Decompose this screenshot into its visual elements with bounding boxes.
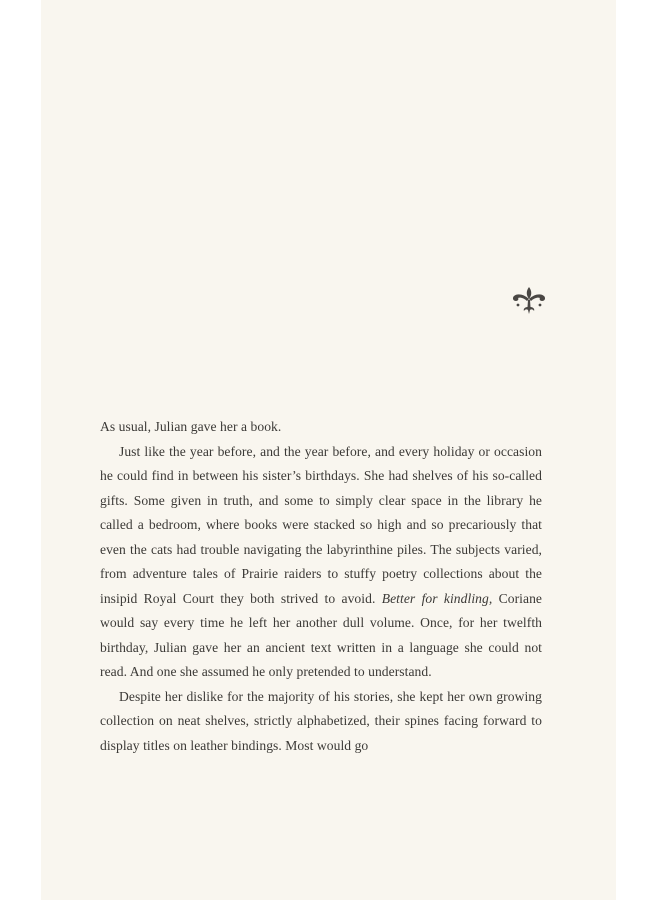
body-text [100, 415, 542, 758]
paragraph-2-text-b: Coriane would say every time he left her another dull volume. Once, for her twelfth birthday, Julian gave her an ancient text written in a language she could not read. And one she assumed he only pretended to understand. [100, 590, 542, 679]
paragraph-1 [100, 415, 542, 440]
italic-phrase: Better for kindling, [381, 590, 493, 606]
paragraph-1-text: As usual, Julian gave her a book. [100, 419, 282, 434]
paragraph-3-text: Despite her dislike for the majority of his stories, she kept her own growing collection on neat shelves, strictly alphabetized, their spines facing forward to display titles on leather bindings. Most would go [100, 688, 542, 753]
fleuron-icon [510, 285, 548, 315]
paragraph-2-text-a: Just like the year before, and the year before, and every holiday or occasion he could find in between his sister’s birthdays. She had shelves of his so-called gifts. Some given in truth, and some to simply clear space in the library he called a bedroom, where books were stacked so high and so precariously that even the cats had trouble navigating the labyrinthine piles. The subjects varied, from adventure tales of Prairie raiders to stuffy poetry collections about the insipid Royal Court they both strived to avoid. [100, 443, 542, 606]
paragraph-3 [100, 685, 542, 759]
paragraph-2 [100, 440, 542, 685]
